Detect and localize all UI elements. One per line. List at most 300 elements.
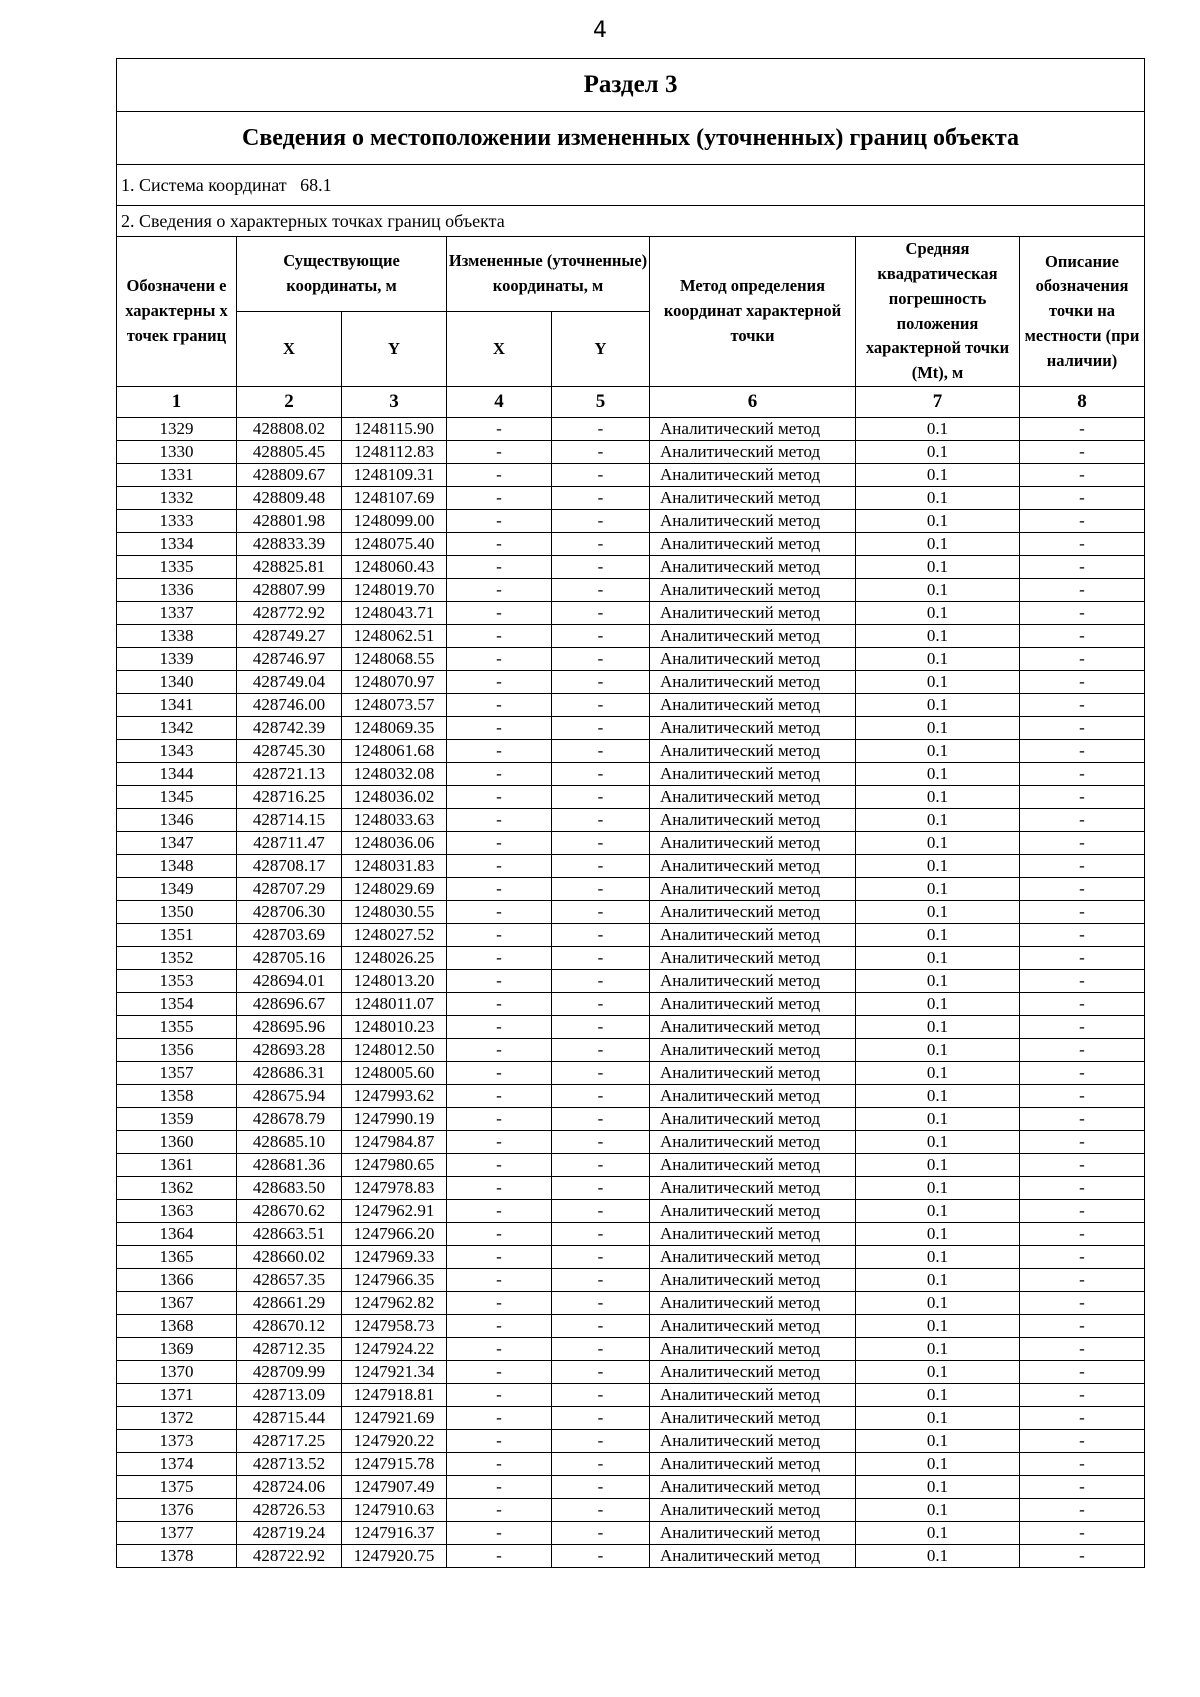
table-row [117, 763, 1145, 786]
description-cell: - [1020, 1361, 1145, 1384]
changed-y-cell: - [552, 671, 650, 694]
error-cell: 0.1 [856, 1200, 1020, 1223]
method-cell: Аналитический метод [650, 901, 856, 924]
table-row [117, 1062, 1145, 1085]
existing-y-cell: 1248060.43 [342, 556, 447, 579]
changed-x-cell: - [447, 1062, 552, 1085]
point-id-cell: 1360 [117, 1131, 237, 1154]
existing-y-cell: 1247980.65 [342, 1154, 447, 1177]
existing-y-cell: 1247910.63 [342, 1499, 447, 1522]
point-id-cell: 1339 [117, 648, 237, 671]
table-row [117, 1522, 1145, 1545]
existing-x-cell: 428711.47 [237, 832, 342, 855]
error-cell: 0.1 [856, 1315, 1020, 1338]
changed-y-cell: - [552, 1154, 650, 1177]
table-row [117, 901, 1145, 924]
existing-y-cell: 1247993.62 [342, 1085, 447, 1108]
point-id-cell: 1352 [117, 947, 237, 970]
description-cell: - [1020, 602, 1145, 625]
description-cell: - [1020, 648, 1145, 671]
changed-x-cell: - [447, 418, 552, 441]
point-id-cell: 1371 [117, 1384, 237, 1407]
coordinate-system-label: 1. Система координат [121, 174, 287, 195]
existing-y-cell: 1248107.69 [342, 487, 447, 510]
error-cell: 0.1 [856, 1338, 1020, 1361]
method-cell: Аналитический метод [650, 1154, 856, 1177]
changed-y-cell: - [552, 717, 650, 740]
error-cell: 0.1 [856, 1430, 1020, 1453]
existing-x-cell: 428722.92 [237, 1545, 342, 1568]
changed-x-cell: - [447, 648, 552, 671]
description-cell: - [1020, 1476, 1145, 1499]
existing-y-cell: 1247916.37 [342, 1522, 447, 1545]
existing-y-cell: 1248112.83 [342, 441, 447, 464]
point-id-cell: 1346 [117, 809, 237, 832]
column-number: 5 [552, 387, 650, 418]
error-cell: 0.1 [856, 763, 1020, 786]
table-row [117, 786, 1145, 809]
existing-x-cell: 428825.81 [237, 556, 342, 579]
existing-y-cell: 1248036.02 [342, 786, 447, 809]
existing-y-cell: 1247969.33 [342, 1246, 447, 1269]
header-description: Описание обозначения точки на местности (при наличии) [1020, 237, 1145, 387]
table-row [117, 1154, 1145, 1177]
changed-x-cell: - [447, 1131, 552, 1154]
existing-y-cell: 1247984.87 [342, 1131, 447, 1154]
existing-x-cell: 428695.96 [237, 1016, 342, 1039]
existing-y-cell: 1248062.51 [342, 625, 447, 648]
description-cell: - [1020, 487, 1145, 510]
existing-y-cell: 1247978.83 [342, 1177, 447, 1200]
existing-x-cell: 428705.16 [237, 947, 342, 970]
existing-x-cell: 428724.06 [237, 1476, 342, 1499]
changed-x-cell: - [447, 1200, 552, 1223]
existing-y-cell: 1247920.75 [342, 1545, 447, 1568]
existing-y-cell: 1247962.82 [342, 1292, 447, 1315]
existing-x-cell: 428670.12 [237, 1315, 342, 1338]
existing-x-cell: 428805.45 [237, 441, 342, 464]
changed-y-cell: - [552, 510, 650, 533]
changed-y-cell: - [552, 1223, 650, 1246]
changed-y-cell: - [552, 625, 650, 648]
table-row [117, 694, 1145, 717]
description-cell: - [1020, 464, 1145, 487]
column-number: 6 [650, 387, 856, 418]
table-row [117, 579, 1145, 602]
table-row [117, 1476, 1145, 1499]
changed-x-cell: - [447, 1430, 552, 1453]
method-cell: Аналитический метод [650, 1384, 856, 1407]
changed-x-cell: - [447, 1476, 552, 1499]
error-cell: 0.1 [856, 418, 1020, 441]
column-number: 3 [342, 387, 447, 418]
changed-y-cell: - [552, 1315, 650, 1338]
error-cell: 0.1 [856, 1177, 1020, 1200]
point-id-cell: 1331 [117, 464, 237, 487]
description-cell: - [1020, 694, 1145, 717]
points-table-body [117, 418, 1145, 1568]
existing-y-cell: 1248068.55 [342, 648, 447, 671]
existing-x-cell: 428807.99 [237, 579, 342, 602]
error-cell: 0.1 [856, 556, 1020, 579]
changed-x-cell: - [447, 855, 552, 878]
changed-y-cell: - [552, 1039, 650, 1062]
point-id-cell: 1356 [117, 1039, 237, 1062]
table-row [117, 1085, 1145, 1108]
point-id-cell: 1377 [117, 1522, 237, 1545]
table-row [117, 487, 1145, 510]
point-id-cell: 1345 [117, 786, 237, 809]
existing-x-cell: 428678.79 [237, 1108, 342, 1131]
changed-x-cell: - [447, 694, 552, 717]
table-row [117, 464, 1145, 487]
column-number: 4 [447, 387, 552, 418]
existing-y-cell: 1248115.90 [342, 418, 447, 441]
error-cell: 0.1 [856, 487, 1020, 510]
changed-y-cell: - [552, 1453, 650, 1476]
header-changed-coords: Измененные (уточненные) координаты, м [447, 237, 650, 312]
point-id-cell: 1366 [117, 1269, 237, 1292]
existing-x-cell: 428726.53 [237, 1499, 342, 1522]
point-id-cell: 1375 [117, 1476, 237, 1499]
existing-x-cell: 428809.48 [237, 487, 342, 510]
point-id-cell: 1358 [117, 1085, 237, 1108]
existing-x-cell: 428809.67 [237, 464, 342, 487]
changed-y-cell: - [552, 533, 650, 556]
description-cell: - [1020, 1154, 1145, 1177]
table-row [117, 625, 1145, 648]
method-cell: Аналитический метод [650, 1545, 856, 1568]
point-id-cell: 1355 [117, 1016, 237, 1039]
existing-x-cell: 428716.25 [237, 786, 342, 809]
column-number: 8 [1020, 387, 1145, 418]
changed-x-cell: - [447, 1269, 552, 1292]
changed-x-cell: - [447, 1292, 552, 1315]
changed-y-cell: - [552, 740, 650, 763]
error-cell: 0.1 [856, 1453, 1020, 1476]
table-row [117, 648, 1145, 671]
error-cell: 0.1 [856, 625, 1020, 648]
point-id-cell: 1330 [117, 441, 237, 464]
error-cell: 0.1 [856, 1407, 1020, 1430]
changed-y-cell: - [552, 878, 650, 901]
error-cell: 0.1 [856, 1062, 1020, 1085]
description-cell: - [1020, 533, 1145, 556]
table-row [117, 993, 1145, 1016]
changed-y-cell: - [552, 1269, 650, 1292]
existing-y-cell: 1248029.69 [342, 878, 447, 901]
description-cell: - [1020, 970, 1145, 993]
changed-y-cell: - [552, 1246, 650, 1269]
existing-y-cell: 1248013.20 [342, 970, 447, 993]
error-cell: 0.1 [856, 464, 1020, 487]
method-cell: Аналитический метод [650, 1407, 856, 1430]
changed-x-cell: - [447, 786, 552, 809]
existing-x-cell: 428833.39 [237, 533, 342, 556]
existing-y-cell: 1248033.63 [342, 809, 447, 832]
method-cell: Аналитический метод [650, 924, 856, 947]
existing-y-cell: 1248073.57 [342, 694, 447, 717]
point-id-cell: 1368 [117, 1315, 237, 1338]
method-cell: Аналитический метод [650, 625, 856, 648]
table-row [117, 878, 1145, 901]
point-id-cell: 1336 [117, 579, 237, 602]
changed-y-cell: - [552, 602, 650, 625]
description-cell: - [1020, 1223, 1145, 1246]
table-row [117, 1269, 1145, 1292]
changed-y-cell: - [552, 993, 650, 1016]
changed-x-cell: - [447, 1499, 552, 1522]
error-cell: 0.1 [856, 1361, 1020, 1384]
point-id-cell: 1340 [117, 671, 237, 694]
description-cell: - [1020, 556, 1145, 579]
method-cell: Аналитический метод [650, 1338, 856, 1361]
header-existing-x: X [237, 312, 342, 387]
existing-x-cell: 428693.28 [237, 1039, 342, 1062]
header-designation: Обозначени е характерны х точек границ [117, 237, 237, 387]
error-cell: 0.1 [856, 717, 1020, 740]
method-cell: Аналитический метод [650, 740, 856, 763]
error-cell: 0.1 [856, 740, 1020, 763]
existing-x-cell: 428714.15 [237, 809, 342, 832]
table-row [117, 1453, 1145, 1476]
error-cell: 0.1 [856, 1545, 1020, 1568]
changed-y-cell: - [552, 1476, 650, 1499]
table-row [117, 1039, 1145, 1062]
coordinate-system-row [117, 165, 1145, 206]
existing-x-cell: 428808.02 [237, 418, 342, 441]
table-row [117, 1223, 1145, 1246]
header-method: Метод определения координат характерной точки [650, 237, 856, 387]
method-cell: Аналитический метод [650, 1223, 856, 1246]
existing-x-cell: 428707.29 [237, 878, 342, 901]
point-id-cell: 1365 [117, 1246, 237, 1269]
table-row [117, 855, 1145, 878]
changed-y-cell: - [552, 487, 650, 510]
error-cell: 0.1 [856, 1085, 1020, 1108]
method-cell: Аналитический метод [650, 1522, 856, 1545]
table-row [117, 533, 1145, 556]
changed-x-cell: - [447, 924, 552, 947]
changed-y-cell: - [552, 1499, 650, 1522]
description-cell: - [1020, 809, 1145, 832]
point-id-cell: 1378 [117, 1545, 237, 1568]
method-cell: Аналитический метод [650, 993, 856, 1016]
description-cell: - [1020, 441, 1145, 464]
description-cell: - [1020, 1407, 1145, 1430]
method-cell: Аналитический метод [650, 717, 856, 740]
existing-y-cell: 1248109.31 [342, 464, 447, 487]
description-cell: - [1020, 1499, 1145, 1522]
changed-x-cell: - [447, 579, 552, 602]
existing-y-cell: 1247990.19 [342, 1108, 447, 1131]
changed-x-cell: - [447, 510, 552, 533]
existing-y-cell: 1247924.22 [342, 1338, 447, 1361]
existing-x-cell: 428717.25 [237, 1430, 342, 1453]
existing-x-cell: 428660.02 [237, 1246, 342, 1269]
point-id-cell: 1376 [117, 1499, 237, 1522]
method-cell: Аналитический метод [650, 694, 856, 717]
point-id-cell: 1370 [117, 1361, 237, 1384]
existing-x-cell: 428749.04 [237, 671, 342, 694]
error-cell: 0.1 [856, 1476, 1020, 1499]
existing-y-cell: 1247958.73 [342, 1315, 447, 1338]
changed-y-cell: - [552, 1062, 650, 1085]
method-cell: Аналитический метод [650, 1499, 856, 1522]
existing-y-cell: 1248070.97 [342, 671, 447, 694]
description-cell: - [1020, 1545, 1145, 1568]
method-cell: Аналитический метод [650, 947, 856, 970]
existing-x-cell: 428670.62 [237, 1200, 342, 1223]
description-cell: - [1020, 418, 1145, 441]
header-existing-y: Y [342, 312, 447, 387]
point-id-cell: 1374 [117, 1453, 237, 1476]
method-cell: Аналитический метод [650, 1108, 856, 1131]
changed-x-cell: - [447, 740, 552, 763]
method-cell: Аналитический метод [650, 1430, 856, 1453]
description-cell: - [1020, 1131, 1145, 1154]
description-cell: - [1020, 740, 1145, 763]
error-cell: 0.1 [856, 671, 1020, 694]
table-row [117, 418, 1145, 441]
point-id-cell: 1335 [117, 556, 237, 579]
existing-x-cell: 428746.97 [237, 648, 342, 671]
table-row [117, 1315, 1145, 1338]
table-row [117, 740, 1145, 763]
description-cell: - [1020, 717, 1145, 740]
changed-x-cell: - [447, 809, 552, 832]
method-cell: Аналитический метод [650, 441, 856, 464]
existing-y-cell: 1247915.78 [342, 1453, 447, 1476]
point-id-cell: 1351 [117, 924, 237, 947]
method-cell: Аналитический метод [650, 579, 856, 602]
table-row [117, 924, 1145, 947]
changed-x-cell: - [447, 533, 552, 556]
existing-x-cell: 428801.98 [237, 510, 342, 533]
changed-x-cell: - [447, 1223, 552, 1246]
existing-y-cell: 1247920.22 [342, 1430, 447, 1453]
error-cell: 0.1 [856, 924, 1020, 947]
description-cell: - [1020, 1453, 1145, 1476]
existing-x-cell: 428715.44 [237, 1407, 342, 1430]
existing-x-cell: 428749.27 [237, 625, 342, 648]
table-row [117, 441, 1145, 464]
existing-x-cell: 428694.01 [237, 970, 342, 993]
table-row [117, 602, 1145, 625]
method-cell: Аналитический метод [650, 671, 856, 694]
point-id-cell: 1362 [117, 1177, 237, 1200]
changed-x-cell: - [447, 1384, 552, 1407]
description-cell: - [1020, 510, 1145, 533]
changed-x-cell: - [447, 487, 552, 510]
existing-x-cell: 428746.00 [237, 694, 342, 717]
method-cell: Аналитический метод [650, 809, 856, 832]
description-cell: - [1020, 786, 1145, 809]
column-number: 1 [117, 387, 237, 418]
existing-y-cell: 1248099.00 [342, 510, 447, 533]
existing-y-cell: 1248011.07 [342, 993, 447, 1016]
changed-y-cell: - [552, 1407, 650, 1430]
changed-y-cell: - [552, 763, 650, 786]
table-row [117, 1499, 1145, 1522]
point-id-cell: 1367 [117, 1292, 237, 1315]
changed-x-cell: - [447, 1246, 552, 1269]
changed-x-cell: - [447, 464, 552, 487]
changed-x-cell: - [447, 993, 552, 1016]
error-cell: 0.1 [856, 832, 1020, 855]
existing-x-cell: 428709.99 [237, 1361, 342, 1384]
changed-x-cell: - [447, 1108, 552, 1131]
method-cell: Аналитический метод [650, 510, 856, 533]
description-cell: - [1020, 878, 1145, 901]
description-cell: - [1020, 947, 1145, 970]
table-row [117, 1338, 1145, 1361]
existing-y-cell: 1247921.69 [342, 1407, 447, 1430]
column-number: 7 [856, 387, 1020, 418]
changed-y-cell: - [552, 970, 650, 993]
changed-x-cell: - [447, 901, 552, 924]
description-cell: - [1020, 671, 1145, 694]
column-number-row [117, 387, 1145, 418]
error-cell: 0.1 [856, 1292, 1020, 1315]
method-cell: Аналитический метод [650, 878, 856, 901]
boundary-points-table [116, 58, 1145, 1568]
changed-x-cell: - [447, 441, 552, 464]
method-cell: Аналитический метод [650, 1315, 856, 1338]
existing-x-cell: 428686.31 [237, 1062, 342, 1085]
description-cell: - [1020, 1269, 1145, 1292]
error-cell: 0.1 [856, 648, 1020, 671]
existing-y-cell: 1248027.52 [342, 924, 447, 947]
existing-x-cell: 428719.24 [237, 1522, 342, 1545]
error-cell: 0.1 [856, 1269, 1020, 1292]
table-row [117, 1430, 1145, 1453]
error-cell: 0.1 [856, 602, 1020, 625]
header-error: Средняя квадратическая погрешность положения характерной точки (Mt), м [856, 237, 1020, 387]
existing-x-cell: 428745.30 [237, 740, 342, 763]
description-cell: - [1020, 993, 1145, 1016]
method-cell: Аналитический метод [650, 1292, 856, 1315]
method-cell: Аналитический метод [650, 1085, 856, 1108]
table-row [117, 717, 1145, 740]
method-cell: Аналитический метод [650, 1453, 856, 1476]
error-cell: 0.1 [856, 1246, 1020, 1269]
changed-x-cell: - [447, 625, 552, 648]
changed-x-cell: - [447, 1085, 552, 1108]
description-cell: - [1020, 1016, 1145, 1039]
existing-x-cell: 428685.10 [237, 1131, 342, 1154]
method-cell: Аналитический метод [650, 648, 856, 671]
point-id-cell: 1350 [117, 901, 237, 924]
existing-y-cell: 1248005.60 [342, 1062, 447, 1085]
changed-y-cell: - [552, 694, 650, 717]
changed-y-cell: - [552, 1108, 650, 1131]
existing-x-cell: 428675.94 [237, 1085, 342, 1108]
description-cell: - [1020, 1522, 1145, 1545]
existing-x-cell: 428772.92 [237, 602, 342, 625]
changed-x-cell: - [447, 1016, 552, 1039]
error-cell: 0.1 [856, 1108, 1020, 1131]
error-cell: 0.1 [856, 579, 1020, 602]
changed-x-cell: - [447, 717, 552, 740]
method-cell: Аналитический метод [650, 1177, 856, 1200]
method-cell: Аналитический метод [650, 464, 856, 487]
existing-x-cell: 428713.09 [237, 1384, 342, 1407]
method-cell: Аналитический метод [650, 786, 856, 809]
existing-x-cell: 428713.52 [237, 1453, 342, 1476]
error-cell: 0.1 [856, 809, 1020, 832]
changed-y-cell: - [552, 1545, 650, 1568]
